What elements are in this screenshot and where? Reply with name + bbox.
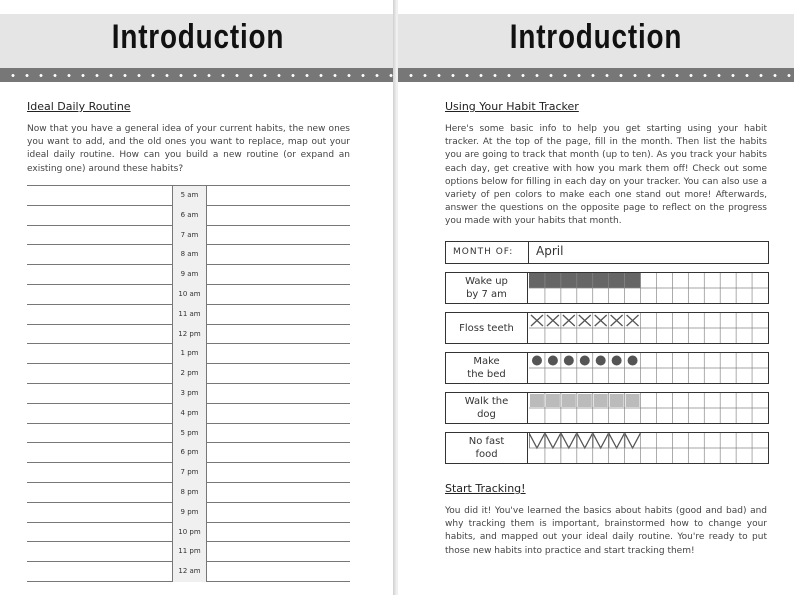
habit-day-grid[interactable] — [529, 353, 768, 383]
habit-day-mark — [612, 356, 622, 366]
routine-row[interactable] — [27, 305, 350, 325]
time-slot-label: 11 pm — [172, 542, 207, 562]
habit-day-mark — [625, 433, 641, 448]
time-slot-label: 11 am — [172, 305, 207, 325]
time-slot-label: 5 pm — [172, 424, 207, 444]
habit-day-grid[interactable] — [529, 433, 768, 463]
routine-row[interactable] — [27, 562, 350, 582]
habit-day-mark — [596, 356, 606, 366]
habit-row[interactable] — [445, 312, 769, 344]
habit-day-mark — [594, 394, 608, 407]
dotted-divider — [398, 68, 794, 82]
habit-row[interactable] — [445, 392, 769, 424]
dotted-divider — [0, 68, 396, 82]
month-field[interactable] — [445, 241, 769, 264]
habit-day-mark — [625, 273, 641, 288]
time-slot-label: 2 pm — [172, 364, 207, 384]
habit-label-line: Make — [473, 356, 500, 367]
routine-row[interactable] — [27, 245, 350, 265]
habit-day-mark — [593, 273, 609, 288]
time-slot-label: 5 am — [172, 186, 207, 206]
routine-row[interactable] — [27, 523, 350, 543]
routine-row[interactable] — [27, 265, 350, 285]
routine-row[interactable] — [27, 404, 350, 424]
habit-row[interactable] — [445, 352, 769, 384]
time-slot-label: 7 am — [172, 226, 207, 246]
routine-row[interactable] — [27, 542, 350, 562]
time-slot-label: 8 am — [172, 245, 207, 265]
habit-day-mark — [580, 356, 590, 366]
habit-day-mark — [529, 433, 545, 448]
habit-day-mark — [548, 356, 558, 366]
routine-row[interactable] — [27, 483, 350, 503]
habit-day-mark — [563, 315, 575, 326]
habit-day-mark — [562, 394, 576, 407]
routine-row[interactable] — [27, 226, 350, 246]
habit-label-line: by 7 am — [466, 289, 507, 300]
time-slot-label: 3 pm — [172, 384, 207, 404]
time-slot-label: 6 pm — [172, 443, 207, 463]
habit-label-line: dog — [477, 409, 496, 420]
time-slot-label: 10 am — [172, 285, 207, 305]
habit-label-line: the bed — [467, 369, 506, 380]
habit-label — [446, 273, 528, 303]
section-heading-routine: Ideal Daily Routine — [27, 100, 131, 113]
time-slot-label: 1 pm — [172, 344, 207, 364]
habit-label-line: Floss teeth — [459, 322, 514, 334]
habit-day-mark — [579, 315, 591, 326]
routine-row[interactable] — [27, 443, 350, 463]
habit-day-mark — [593, 433, 609, 448]
habit-label-line: food — [475, 449, 498, 460]
habit-day-mark — [628, 356, 638, 366]
routine-row[interactable] — [27, 463, 350, 483]
habit-label-line: No fast — [468, 436, 505, 447]
time-slot-label: 12 pm — [172, 325, 207, 345]
month-value: April — [536, 244, 564, 258]
section-heading-start: Start Tracking! — [445, 482, 526, 495]
habit-day-mark — [530, 394, 544, 407]
routine-row[interactable] — [27, 285, 350, 305]
habit-row[interactable] — [445, 432, 769, 464]
habit-label — [446, 433, 528, 463]
time-slot-label: 7 pm — [172, 463, 207, 483]
habit-day-mark — [545, 433, 561, 448]
habit-day-grid[interactable] — [529, 313, 768, 343]
habit-day-mark — [546, 394, 560, 407]
routine-row[interactable] — [27, 325, 350, 345]
routine-row[interactable] — [27, 185, 350, 206]
habit-day-mark — [545, 273, 561, 288]
habit-day-mark — [627, 315, 639, 326]
habit-day-grid[interactable] — [529, 393, 768, 423]
habit-day-mark — [577, 273, 593, 288]
routine-row[interactable] — [27, 384, 350, 404]
habit-day-mark — [561, 273, 577, 288]
routine-paragraph: Now that you have a general idea of your current habits, the new ones you want to add, and the old ones you want to replace, map out your ideal daily routine. How can you build a new routine (or expand an existing one) around these habits? — [27, 124, 350, 174]
habit-label — [446, 313, 528, 343]
habit-day-mark — [610, 394, 624, 407]
habit-day-mark — [609, 433, 625, 448]
habit-label-line: Walk the — [464, 396, 509, 407]
routine-row[interactable] — [27, 344, 350, 364]
routine-row[interactable] — [27, 206, 350, 226]
habit-day-mark — [595, 315, 607, 326]
habit-day-mark — [564, 356, 574, 366]
time-slot-label: 4 pm — [172, 404, 207, 424]
habit-day-mark — [577, 433, 593, 448]
habit-day-mark — [529, 273, 545, 288]
page-title: Introduction — [111, 18, 285, 56]
left-page — [0, 0, 396, 595]
habit-day-mark — [611, 315, 623, 326]
habit-day-mark — [626, 394, 640, 407]
habit-label — [446, 393, 528, 423]
routine-table — [27, 185, 350, 582]
time-slot-label: 10 pm — [172, 523, 207, 543]
time-slot-label: 8 pm — [172, 483, 207, 503]
month-label: MONTH OF: — [453, 247, 514, 257]
habit-row[interactable] — [445, 272, 769, 304]
habit-label-line: Wake up — [465, 276, 508, 287]
habit-label — [446, 353, 528, 383]
page-title: Introduction — [509, 18, 683, 56]
section-heading-tracker: Using Your Habit Tracker — [445, 100, 579, 113]
time-slot-label: 9 am — [172, 265, 207, 285]
tracker-paragraph: Here's some basic info to help you get starting using your habit tracker. At the top of the page, fill in the month. Then list the habits you are going to track that month (up to ten). As you track your habits each day, get creative with how you mark them off! Check out some options below for filling in each day on your tracker. You can also use a variety of pen colors to make each one stand out more! Afterwards, answer the questions on the opposite page to reflect on the progress you made with your habits that month. — [445, 124, 767, 227]
time-slot-label: 12 am — [172, 562, 207, 582]
habit-day-mark — [532, 356, 542, 366]
habit-day-mark — [531, 315, 543, 326]
routine-row[interactable] — [27, 424, 350, 444]
time-slot-label: 6 am — [172, 206, 207, 226]
routine-row[interactable] — [27, 364, 350, 384]
habit-day-grid[interactable] — [529, 273, 768, 303]
habit-day-mark — [609, 273, 625, 288]
habit-day-mark — [561, 433, 577, 448]
habit-day-mark — [547, 315, 559, 326]
routine-row[interactable] — [27, 503, 350, 523]
time-slot-label: 9 pm — [172, 503, 207, 523]
habit-day-mark — [578, 394, 592, 407]
start-paragraph: You did it! You've learned the basics about habits (good and bad) and why tracking them is important, brainstormed how to change your habits, and mapped out your ideal daily routine. You're ready to put those new habits into practice and start tracking them! — [445, 506, 767, 556]
